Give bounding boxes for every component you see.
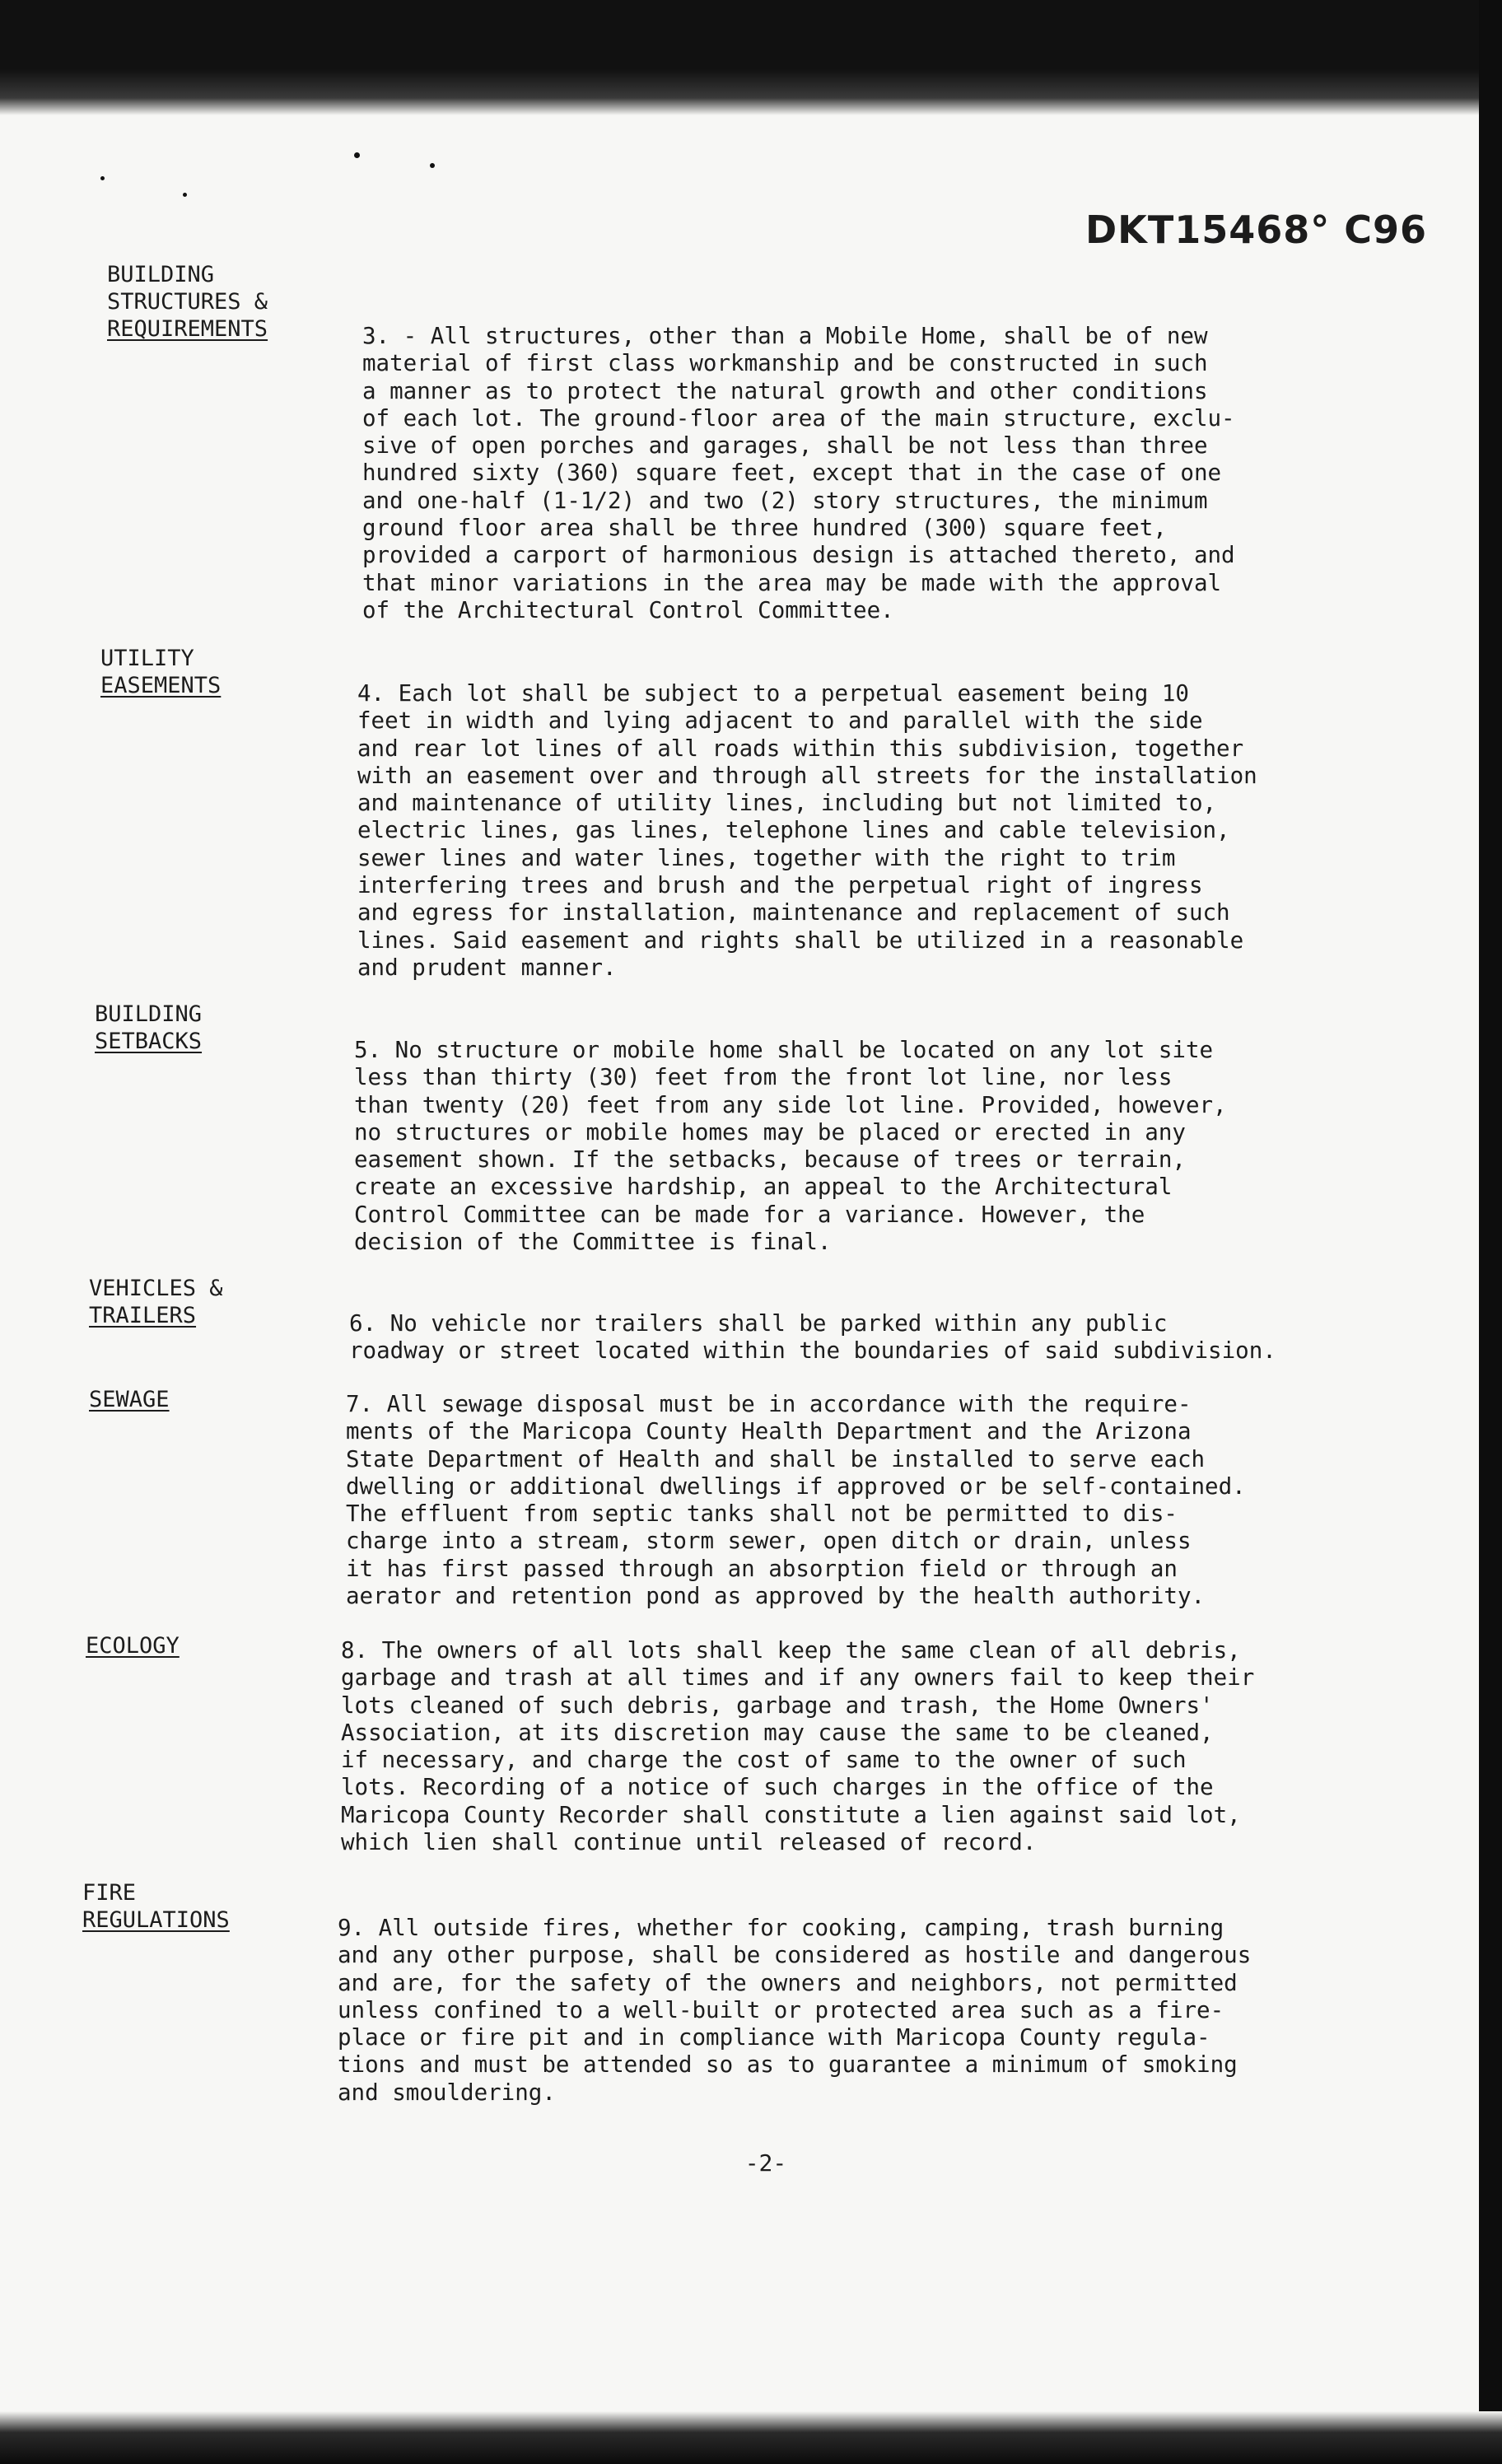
scan-speck [354, 152, 360, 158]
section-body: 7. All sewage disposal must be in accordance with the require- ments of the Maricopa County Health Department and the Arizona State Department of Health and shall be installed to serve each dwelling or additional dwellings if approved or be self-contained. The effluent from septic tanks shall not be permitted to dis- charge into a stream, storm sewer, open ditch or drain, unless it has first passed through an absorption field or through an aerator and retention pond as approved by the health authority. [346, 1391, 1246, 1610]
section-heading: SEWAGE [89, 1387, 170, 1412]
section-body: 3. - All structures, other than a Mobile Home, shall be of new material of first class workmanship and be constructed in such a manner as to protect the natural growth and other conditions of each lot. The ground-floor area of the main structure, exclu- sive of open porches and garages, shall be not less than three hundred sixty (360) square feet, except that in the case of one and one-half (1-1/2) and two (2) story structures, the minimum ground floor area shall be three hundred (300) square feet, provided a carport of harmonious design is attached thereto, and that minor variations in the area may be made with the approval of the Architectural Control Committee. [362, 323, 1235, 623]
scan-speck [430, 163, 435, 168]
page-number: -2- [744, 2149, 787, 2177]
section-heading: VEHICLES & TRAILERS [89, 1276, 223, 1328]
section-body: 5. No structure or mobile home shall be located on any lot site less than thirty (30) feet from the front lot line, nor less than twenty (20) feet from any side lot line. Provided, however, no structures or mobile homes may be placed or erected in any easement shown. If the setbacks, because of trees or terrain, create an excessive hardship, an appeal to the Architectural Control Committee can be made for a variance. However, the decision of the Committee is final. [354, 1037, 1227, 1256]
scan-border-bottom [0, 2411, 1502, 2464]
section-body: 6. No vehicle nor trailers shall be parked within any public roadway or street located within the boundaries of said subdivision. [349, 1310, 1276, 1365]
section-heading: FIRE REGULATIONS [82, 1880, 230, 1933]
section-heading: BUILDING STRUCTURES & REQUIREMENTS [107, 262, 268, 342]
section-body: 4. Each lot shall be subject to a perpetual easement being 10 feet in width and lying adjacent to and parallel with the side and rear lot lines of all roads within this subdivision, together with an easement over and through all streets for the installation and maintenance of utility lines, including but not limited to, electric lines, gas lines, telephone lines and cable television, sewer lines and water lines, together with the right to trim interfering trees and brush and the perpetual right of ingress and egress for installation, maintenance and replacement of such lines. Said easement and rights shall be utilized in a reasonable and prudent manner. [357, 680, 1257, 981]
scan-border-top [0, 0, 1502, 115]
document-number-stamp: DKT15468° C96 [1085, 208, 1428, 252]
scan-speck [100, 176, 105, 180]
section-heading: BUILDING SETBACKS [95, 1001, 203, 1054]
section-heading: UTILITY EASEMENTS [100, 646, 222, 698]
section-body: 8. The owners of all lots shall keep the same clean of all debris, garbage and trash at all times and if any owners fail to keep their lots cleaned of such debris, garbage and trash, the Home Owners' Association, at its discretion may cause the same to be cleaned, if necessary, and charge the cost of same to the owner of such lots. Recording of a notice of such charges in the office of the Maricopa County Recorder shall constitute a lien against said lot, which lien shall continue until released of record. [341, 1637, 1255, 1856]
scan-speck [183, 193, 187, 197]
section-heading: ECOLOGY [86, 1633, 180, 1659]
section-body: 9. All outside fires, whether for cooking, camping, trash burning and any other purpose, shall be considered as hostile and dangerous and are, for the safety of the owners and neighbors, not permitted unless confined to a well-built or protected area such as a fire- place or fire pit and in compliance with Maricopa County regula- tions and must be attended so as to guarantee a minimum of smoking and smouldering. [338, 1915, 1252, 2106]
scan-border-right [1479, 0, 1502, 2464]
